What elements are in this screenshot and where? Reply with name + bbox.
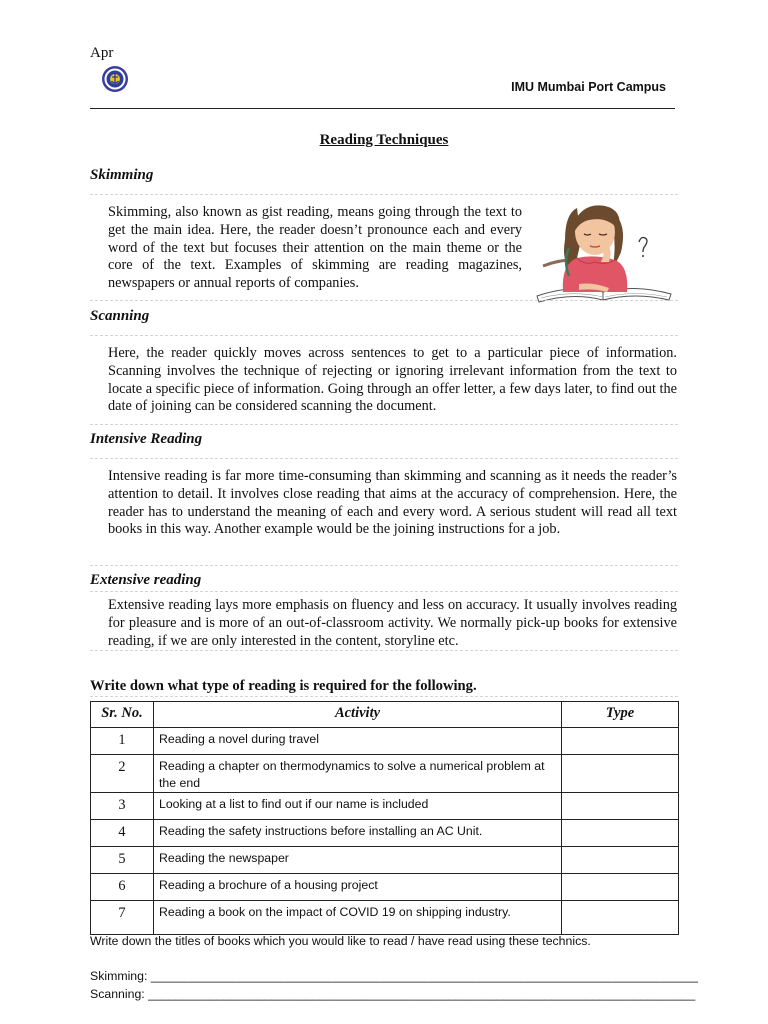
row-type-cell[interactable]	[562, 901, 679, 935]
header-month: Apr	[90, 45, 114, 61]
row-activity: Reading a chapter on thermodynamics to solve a numerical problem at the end	[154, 755, 562, 793]
row-type-cell[interactable]	[562, 874, 679, 901]
table-row	[91, 755, 679, 793]
header-rule	[90, 108, 675, 109]
section-heading-extensive: Extensive reading	[90, 572, 202, 588]
section-text-skimming: Skimming, also known as gist reading, means going through the text to get the main idea. Here, the reader doesn’t pronounce each and every word of the text but focuses their attention on the main theme or the core of the text. Examples of skimming are reading magazines, newspapers or annual reports of companies.	[108, 204, 522, 292]
section-text-scanning: Here, the reader quickly moves across sentences to get to a particular piece of information. Scanning involves the technique of rejecting or ignoring irrelevant information from the text to locate a specific piece of information. Going through an offer letter, a few days later, to find out the date of joining can be considered scanning the document.	[108, 345, 677, 415]
section-divider	[90, 458, 678, 459]
row-number: 6	[91, 874, 154, 901]
table-row	[91, 874, 679, 901]
section-heading-scanning: Scanning	[90, 308, 150, 324]
section-divider	[90, 300, 678, 301]
row-activity: Reading a book on the impact of COVID 19 on shipping industry.	[154, 901, 562, 935]
reading-girl-illustration	[533, 200, 675, 306]
page-title: Reading Techniques	[319, 132, 449, 148]
column-header-type: Type	[562, 702, 679, 728]
table-row	[91, 728, 679, 755]
table-row	[91, 901, 679, 935]
exercise-table	[90, 701, 679, 935]
books-instruction: Write down the titles of books which you would like to read / have read using these technics.	[90, 934, 591, 948]
section-divider	[90, 650, 678, 651]
row-type-cell[interactable]	[562, 793, 679, 820]
table-row	[91, 793, 679, 820]
row-number: 1	[91, 728, 154, 755]
row-activity: Reading the safety instructions before installing an AC Unit.	[154, 820, 562, 847]
scanning-fill-line[interactable]: Scanning: ________________________________________________________________________________	[90, 987, 696, 1001]
exercise-title: Write down what type of reading is required for the following.	[90, 678, 477, 694]
row-type-cell[interactable]	[562, 847, 679, 874]
row-activity: Reading the newspaper	[154, 847, 562, 874]
section-divider	[90, 696, 678, 697]
table-row	[91, 847, 679, 874]
row-number: 5	[91, 847, 154, 874]
section-heading-intensive: Intensive Reading	[90, 431, 203, 447]
section-divider	[90, 194, 678, 195]
campus-name: IMU Mumbai Port Campus	[511, 80, 666, 94]
row-type-cell[interactable]	[562, 728, 679, 755]
section-divider	[90, 591, 678, 592]
column-header-activity: Activity	[154, 702, 562, 728]
section-divider	[90, 565, 678, 566]
column-header-sr-no: Sr. No.	[91, 702, 154, 728]
row-number: 4	[91, 820, 154, 847]
section-text-intensive: Intensive reading is far more time-consuming than skimming and scanning as it needs the reader’s attention to detail. It involves close reading that aims at the accuracy of comprehension. Here, the reader has to understand the meaning of each and every word. A serious student will read all text books in this way. Another example would be the joining instructions for a job.	[108, 468, 677, 538]
section-divider	[90, 335, 678, 336]
row-activity: Reading a brochure of a housing project	[154, 874, 562, 901]
institute-logo	[101, 65, 129, 93]
row-type-cell[interactable]	[562, 755, 679, 793]
skimming-fill-line[interactable]: Skimming: ________________________________________________________________________________	[90, 969, 698, 983]
row-number: 3	[91, 793, 154, 820]
table-header-row	[91, 702, 679, 728]
row-activity: Reading a novel during travel	[154, 728, 562, 755]
row-type-cell[interactable]	[562, 820, 679, 847]
row-number: 7	[91, 901, 154, 935]
section-heading-skimming: Skimming	[90, 167, 154, 183]
section-divider	[90, 424, 678, 425]
row-activity: Looking at a list to find out if our name is included	[154, 793, 562, 820]
section-text-extensive: Extensive reading lays more emphasis on fluency and less on accuracy. It usually involves reading for pleasure and is more of an out-of-classroom activity. We normally pick-up books for extensive reading, if we are only interested in the content, storyline etc.	[108, 597, 677, 649]
table-row	[91, 820, 679, 847]
row-number: 2	[91, 755, 154, 793]
